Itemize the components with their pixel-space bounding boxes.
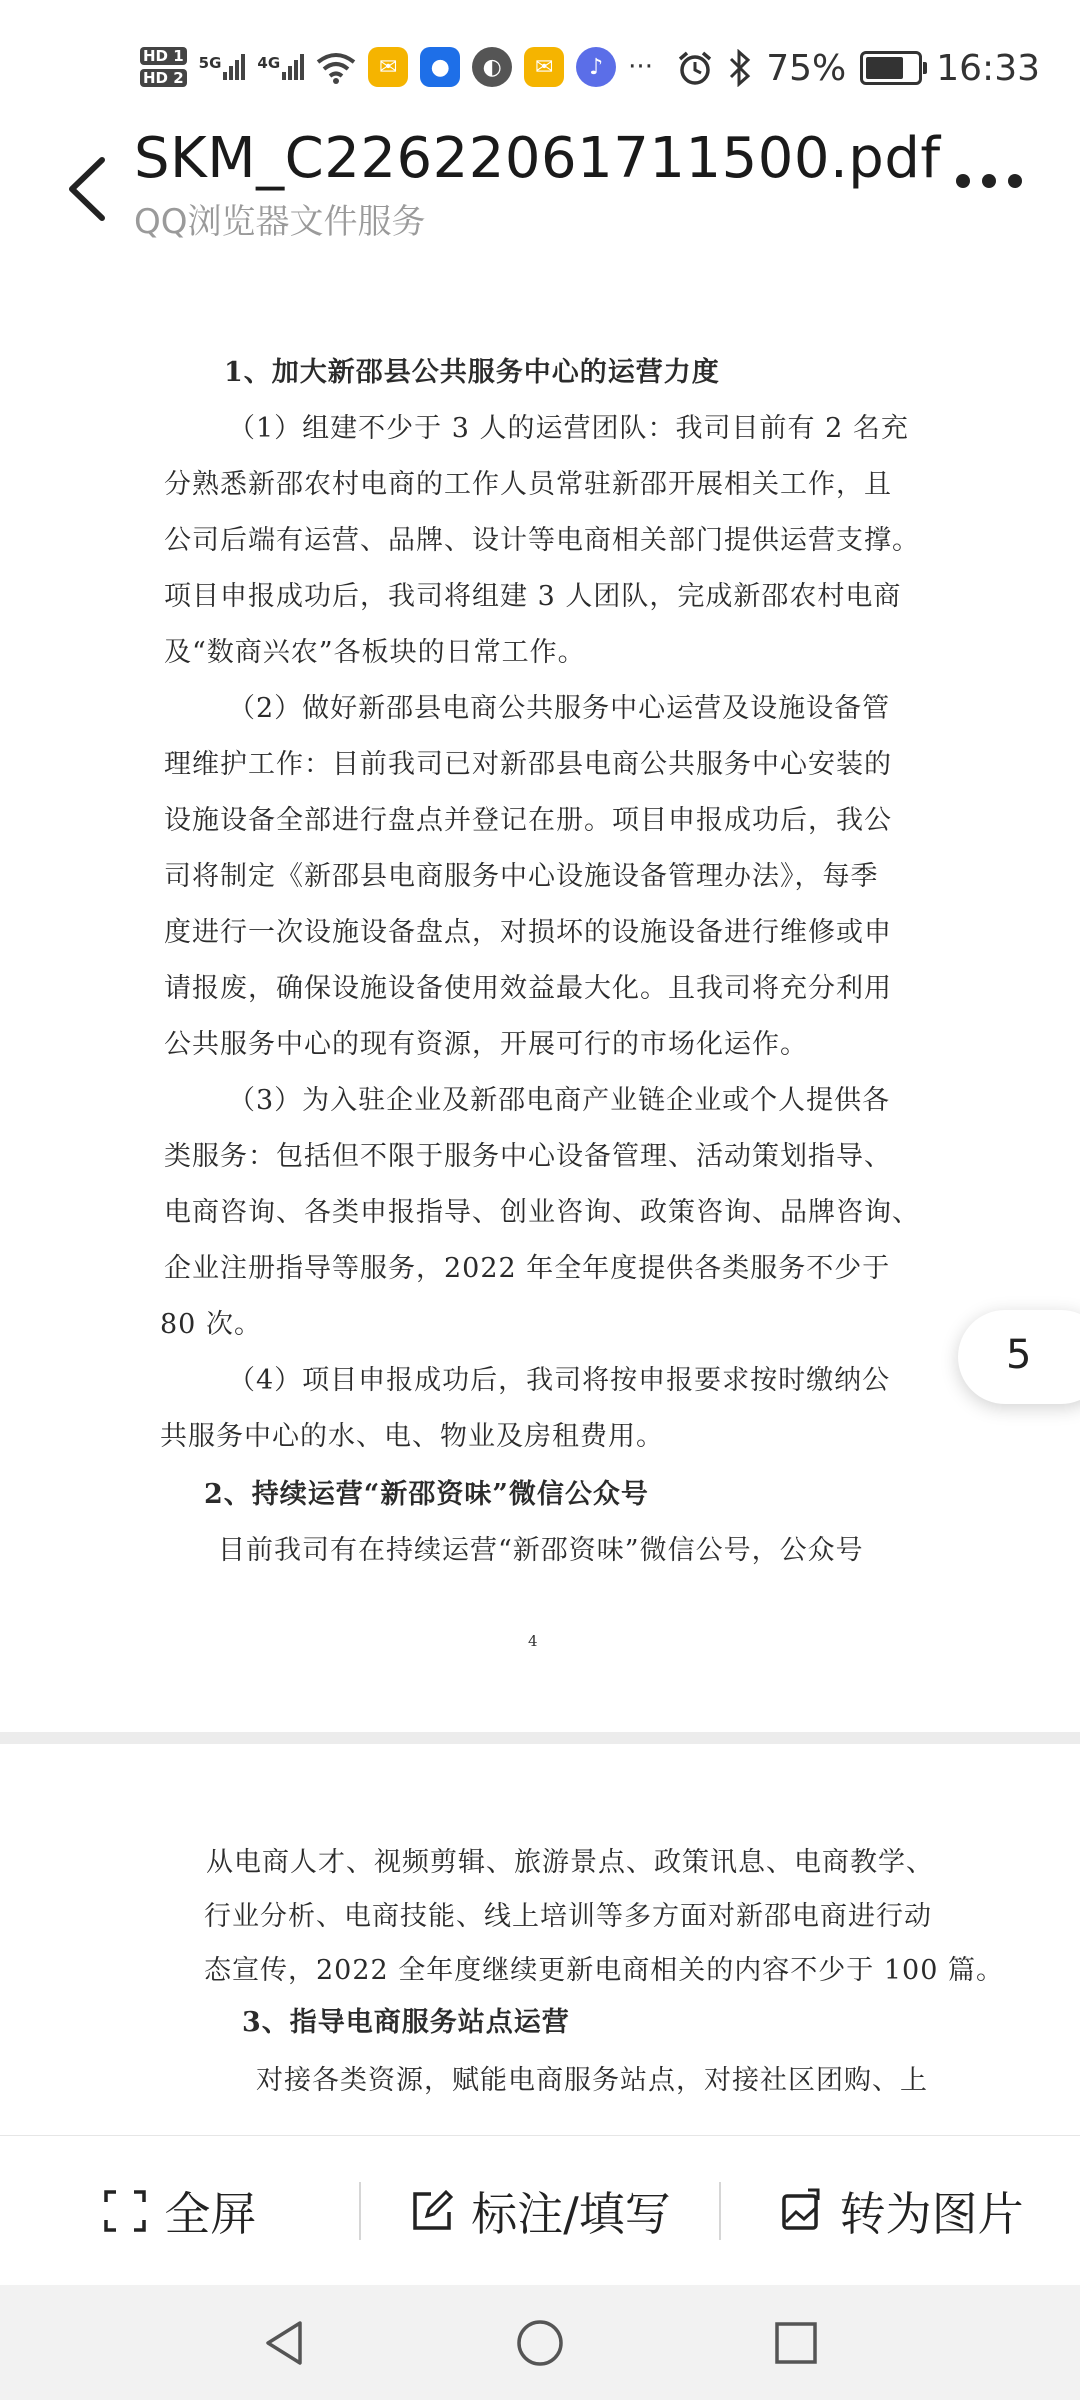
clock: 16:33 xyxy=(936,47,1040,89)
system-nav-bar xyxy=(0,2285,1080,2400)
doc-line: （2）做好新邵县电商公共服务中心运营及设施设备管 xyxy=(228,693,891,724)
page-number: 4 xyxy=(528,1632,538,1650)
signal-5g-icon xyxy=(199,54,246,80)
nav-recents-icon[interactable] xyxy=(768,2315,824,2371)
doc-line: 公共服务中心的现有资源，开展可行的市场化运作。 xyxy=(164,1029,808,1060)
page-indicator[interactable] xyxy=(958,1310,1080,1404)
bluetooth-icon xyxy=(728,49,752,87)
mail-app-icon-2: ✉ xyxy=(524,47,564,87)
doc-heading: 2、持续运营“新邵资味”微信公众号 xyxy=(204,1479,649,1510)
app-header xyxy=(0,120,1080,252)
page-divider xyxy=(0,1732,1080,1744)
doc-line: 从电商人才、视频剪辑、旅游景点、政策讯息、电商教学、 xyxy=(206,1847,934,1878)
mail-app-icon: ✉ xyxy=(368,47,408,87)
doc-line: 请报废，确保设施设备使用效益最大化。且我司将充分利用 xyxy=(164,973,892,1004)
more-options-icon[interactable] xyxy=(956,174,1022,188)
doc-line: 对接各类资源，赋能电商服务站点，对接社区团购、上 xyxy=(256,2065,928,2096)
wifi-icon xyxy=(316,50,356,84)
back-icon[interactable] xyxy=(58,144,118,234)
doc-line: 度进行一次设施设备盘点，对损坏的设施设备进行维修或申 xyxy=(164,917,892,948)
sim1-indicator xyxy=(140,47,187,65)
doc-line: 理维护工作：目前我司已对新邵县电商公共服务中心安装的 xyxy=(164,749,892,780)
doc-heading: 3、指导电商服务站点运营 xyxy=(242,2007,570,2038)
sim1-label: HD 1 xyxy=(140,47,187,65)
doc-line: 行业分析、电商技能、线上培训等多方面对新邵电商进行动 xyxy=(204,1901,932,1932)
battery-icon xyxy=(860,51,922,85)
current-page-number: 5 xyxy=(1006,1332,1032,1378)
annotate-label: 标注/填写 xyxy=(471,2187,671,2241)
nav-home-icon[interactable] xyxy=(512,2315,568,2371)
pdf-page-5 xyxy=(0,1744,1080,2130)
alarm-icon xyxy=(676,49,714,87)
more-notifications-icon: ··· xyxy=(628,52,653,82)
net1-label: 5G xyxy=(198,54,222,72)
doc-line: 及“数商兴农”各板块的日常工作。 xyxy=(164,637,586,668)
convert-to-image-button[interactable] xyxy=(721,2178,1080,2244)
net2-label: 4G xyxy=(257,54,281,72)
fullscreen-icon xyxy=(102,2188,148,2234)
battery-percent: 75% xyxy=(766,47,847,89)
file-title: SKM_C22622061711500.pdf xyxy=(134,126,941,191)
file-subtitle: QQ浏览器文件服务 xyxy=(134,202,426,242)
doc-line: 项目申报成功后，我司将组建 3 人团队，完成新邵农村电商 xyxy=(164,581,902,612)
doc-line: 态宣传，2022 全年度继续更新电商相关的内容不少于 100 篇。 xyxy=(204,1955,1004,1986)
status-left xyxy=(140,32,653,102)
doc-line: 80 次。 xyxy=(160,1309,262,1340)
browser-app-icon: ◐ xyxy=(472,47,512,87)
doc-line: 司将制定《新邵县电商服务中心设施设备管理办法》，每季 xyxy=(164,861,879,892)
doc-line: （1）组建不少于 3 人的运营团队：我司目前有 2 名充 xyxy=(228,413,909,444)
doc-line: 共服务中心的水、电、物业及房租费用。 xyxy=(160,1421,664,1452)
doc-line: （4）项目申报成功后，我司将按申报要求按时缴纳公 xyxy=(228,1365,891,1396)
doc-heading: 1、加大新邵县公共服务中心的运营力度 xyxy=(224,357,720,388)
music-app-icon: ♪ xyxy=(576,47,616,87)
signal-4g-icon xyxy=(257,54,304,80)
doc-line: 设施设备全部进行盘点并登记在册。项目申报成功后，我公 xyxy=(164,805,892,836)
pdf-page-4 xyxy=(0,250,1080,1732)
status-right xyxy=(676,40,1040,96)
doc-line: 目前我司有在持续运营“新邵资味”微信公号，公众号 xyxy=(218,1535,864,1566)
edit-icon xyxy=(409,2188,455,2234)
doc-line: （3）为入驻企业及新邵电商产业链企业或个人提供各 xyxy=(228,1085,891,1116)
sim2-label: HD 2 xyxy=(140,69,187,87)
doc-line: 类服务：包括但不限于服务中心设备管理、活动策划指导、 xyxy=(164,1141,892,1172)
annotate-button[interactable] xyxy=(361,2178,720,2244)
pdf-viewer[interactable] xyxy=(0,250,1080,2130)
fullscreen-button[interactable] xyxy=(0,2178,359,2244)
bulb-app-icon: ● xyxy=(420,47,460,87)
nav-back-icon[interactable] xyxy=(256,2315,312,2371)
bottom-toolbar xyxy=(0,2135,1080,2286)
doc-line: 公司后端有运营、品牌、设计等电商相关部门提供运营支撑。 xyxy=(164,525,920,556)
sim-indicators xyxy=(140,47,187,87)
convert-to-image-label: 转为图片 xyxy=(839,2187,1024,2241)
doc-line: 分熟悉新邵农村电商的工作人员常驻新邵开展相关工作，且 xyxy=(164,469,892,500)
doc-line: 企业注册指导等服务，2022 年全年度提供各类服务不少于 xyxy=(164,1253,891,1284)
status-bar xyxy=(0,0,1080,130)
image-convert-icon xyxy=(778,2188,824,2234)
sim2-indicator xyxy=(140,69,187,87)
fullscreen-label: 全屏 xyxy=(164,2187,257,2241)
doc-line: 电商咨询、各类申报指导、创业咨询、政策咨询、品牌咨询、 xyxy=(164,1197,920,1228)
